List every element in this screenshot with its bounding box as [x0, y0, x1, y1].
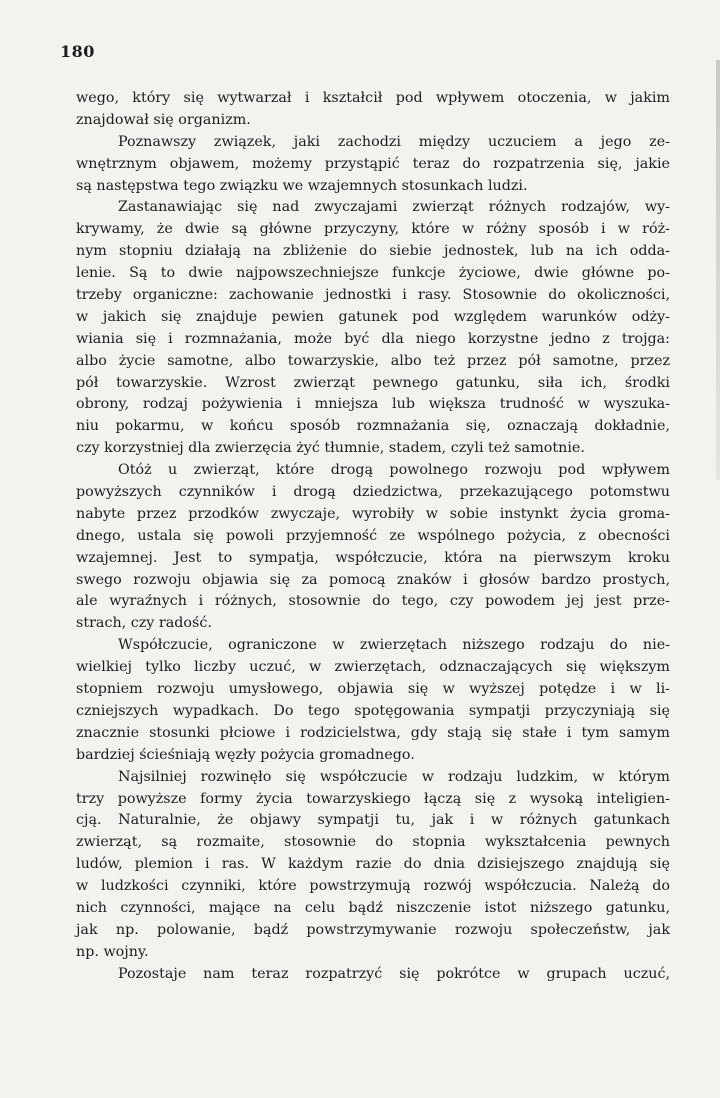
body-text — [76, 88, 670, 986]
text-line: znajdował się organizm. — [76, 111, 251, 128]
text-line: Zastanawiając się nad zwyczajami zwierząt różnych rodzajów, wy- — [118, 199, 670, 216]
text-line: bardziej ścieśniają węzły pożycia gromadnego. — [76, 746, 415, 763]
text-line: niu pokarmu, w końcu sposób rozmnażania się, oznaczają dokładnie, — [76, 418, 670, 435]
text-line: Współczucie, ograniczone w zwierzętach niższego rodzaju do nie- — [118, 637, 670, 654]
text-line: krywamy, że dwie są główne przyczyny, które w różny sposób i w róż- — [76, 221, 670, 238]
text-line: nich czynności, mające na celu bądź niszczenie istot niższego gatunku, — [76, 899, 670, 916]
text-line: wzajemnej. Jest to sympatja, współczucie, która na pierwszym kroku — [76, 549, 670, 566]
text-line: ludów, plemion i ras. W każdym razie do dnia dzisiejszego znajdują się — [76, 856, 670, 873]
text-line: cją. Naturalnie, że objawy sympatji tu, jak i w różnych gatunkach — [76, 812, 670, 829]
text-line: powyższych czynników i drogą dziedzictwa, przekazującego potomstwu — [76, 484, 670, 501]
text-line: albo życie samotne, albo towarzyskie, albo też przez pół samotne, przez — [76, 352, 670, 369]
text-line: nym stopniu działają na zbliżenie do siebie jednostek, lub na ich odda- — [76, 243, 670, 260]
text-line: pół towarzyskie. Wzrost zwierząt pewnego gatunku, siła ich, środki — [76, 374, 670, 391]
text-line: strach, czy radość. — [76, 615, 212, 632]
text-line: w jakich się znajduje pewien gatunek pod względem warunków odży- — [76, 308, 670, 325]
text-line: stopniem rozwoju umysłowego, objawia się w wyższej potędze i w li- — [76, 681, 670, 698]
text-line: obrony, rodzaj pożywienia i mniejsza lub większa trudność w wyszuka- — [76, 396, 670, 413]
text-line: Pozostaje nam teraz rozpatrzyć się pokrótce w grupach uczuć, — [118, 965, 670, 982]
text-line: wego, który się wytwarzał i kształcił pod wpływem otoczenia, w jakim — [76, 90, 670, 106]
text-line: Poznawszy związek, jaki zachodzi między uczuciem a jego ze- — [118, 133, 670, 150]
text-line: są następstwa tego związku we wzajemnych stosunkach ludzi. — [76, 177, 528, 194]
text-line: Najsilniej rozwinęło się współczucie w rodzaju ludzkim, w którym — [118, 768, 670, 785]
text-line: zwierząt, są rozmaite, stosownie do stopnia wykształcenia pewnych — [76, 834, 670, 851]
text-line: znacznie stosunki płciowe i rodzicielstwa, gdy stają się stałe i tym samym — [76, 724, 670, 741]
text-line: dnego, ustala się powoli przyjemność ze wspólnego pożycia, z obecności — [76, 527, 670, 544]
text-line: czniejszych wypadkach. Do tego spotęgowania sympatji przyczyniają się — [76, 702, 670, 719]
page-number: 180 — [60, 42, 95, 61]
text-line: jak np. polowanie, bądź powstrzymywanie rozwoju społeczeństw, jak — [76, 921, 670, 938]
text-line: wielkiej tylko liczby uczuć, w zwierzętach, odznaczających się większym — [76, 659, 670, 676]
text-line: wnętrznym objawem, możemy przystąpić teraz do rozpatrzenia się, jakie — [76, 155, 670, 172]
text-line: w ludzkości czynniki, które powstrzymują rozwój współczucia. Należą do — [76, 878, 670, 895]
text-line: np. wojny. — [76, 943, 149, 960]
text-line: ale wyraźnych i różnych, stosownie do tego, czy powodem jej jest prze- — [76, 593, 670, 610]
text-line: swego rozwoju objawia się za pomocą znaków i głosów bardzo prostych, — [76, 571, 670, 588]
text-line: trzeby organiczne: zachowanie jednostki i rasy. Stosownie do okoliczności, — [76, 287, 670, 304]
text-line: czy korzystniej dla zwierzęcia żyć tłumnie, stadem, czyli też samotnie. — [76, 440, 585, 457]
text-line: lenie. Są to dwie najpowszechniejsze funkcje życiowe, dwie główne po- — [76, 265, 670, 282]
text-line: wiania się i rozmnażania, może być dla niego korzystne jedno z trojga: — [76, 330, 670, 347]
page-edge-shadow — [716, 60, 720, 480]
text-line: trzy powyższe formy życia towarzyskiego łączą się z wysoką inteligien- — [76, 790, 670, 807]
text-line: Otóż u zwierząt, które drogą powolnego rozwoju pod wpływem — [118, 462, 670, 479]
text-line: nabyte przez przodków zwyczaje, wyrobiły w sobie instynkt życia groma- — [76, 505, 670, 522]
